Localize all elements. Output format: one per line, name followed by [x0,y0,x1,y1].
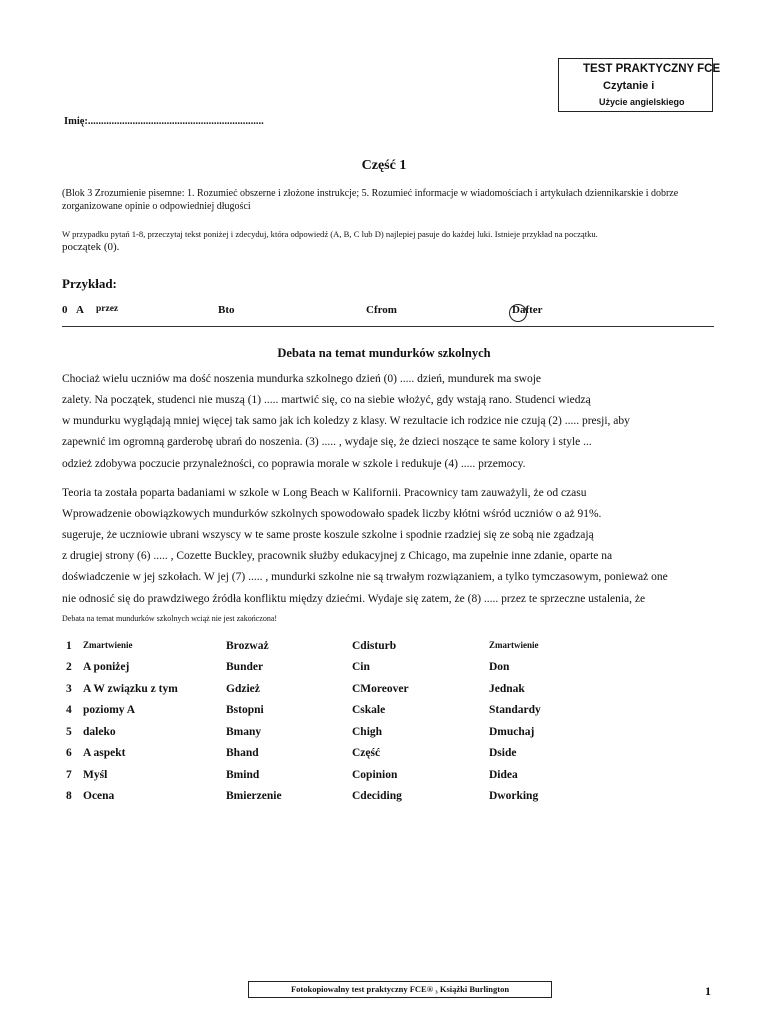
option-a: A poniżej [83,661,130,673]
option-b: Bstopni [226,704,264,716]
option-d: Standardy [489,704,541,716]
option-a: daleko [83,726,116,738]
option-d: Dmuchaj [489,726,535,738]
option-a: Ocena [83,790,115,802]
option-d: Dside [489,747,517,759]
paragraph-line: Wprowadzenie obowiązkowych mundurków szkolnych spowodowało spadek liczby kłótni wśród uczniów o aż 91%. [62,508,602,520]
option-a: A aspekt [83,747,126,759]
question-number: 3 [66,683,72,695]
article-title: Debata na temat mundurków szkolnych [277,346,491,360]
paragraph-line: zapewnić im ogromną garderobę ubrań do noszenia. (3) ..... , wydaje się, że dzieci noszące te same kolory i style ... [62,436,592,448]
footer-copyright: Fotokopiowalny test praktyczny FCE® ₃ Książki Burlington [248,981,552,998]
option-a: Myśl [83,769,108,781]
instructions-continuation: początek (0). [62,241,120,253]
option-b: Bmierzenie [226,790,282,802]
question-number: 7 [66,769,72,781]
option-b: Bunder [226,661,264,673]
question-number: 8 [66,790,72,802]
example-number: 0 [62,304,68,316]
option-c: Cskale [352,704,386,716]
option-c: Chigh [352,726,383,738]
option-d: Don [489,661,510,673]
test-subtitle-line2: Użycie angielskiego [599,97,685,107]
instructions-text: W przypadku pytań 1-8, przeczytaj tekst poniżej i zdecyduj, która odpowiedź (A, B, C lub D) najlepiej pasuje do każdej luki. Istnieje przykład na początku. [62,229,598,239]
closing-note: Debata na temat mundurków szkolnych wciąż nie jest zakończona! [62,614,278,623]
question-number: 5 [66,726,72,738]
option-a: A W związku z tym [83,683,178,695]
intro-text: (Blok 3 Zrozumienie pisemne: 1. Rozumieć obszerne i złożone instrukcje; 5. Rozumieć informacje w wiadomościach i artykułach dziennikarskie i dobrze zorganizowane opinie o odpowiedniej długości [62,188,679,212]
name-field-label: Imię:................................................................... [64,116,264,127]
divider-line [62,326,714,327]
part-title: Część 1 [361,158,407,173]
option-d: Zmartwienie [489,640,539,650]
option-b: Gdzież [226,683,260,695]
paragraph-line: z drugiej strony (6) ..... , Cozette Buckley, pracownik służby edukacyjnej z Chicago, ma zupełnie inne zdanie, oparte na [62,550,613,562]
question-number: 4 [66,704,72,716]
test-header-box [558,58,721,112]
paragraph-line: nie odnosić się do prawdziwego źródła konfliktu między dziećmi. Wydaje się zatem, że (8) ..... przez te sprzeczne ustalenia, że [62,593,646,605]
paragraph-line: w mundurku wyglądają mniej więcej tak samo jak ich koledzy z klasy. W rezultacie ich rodzice nie czują (2) ..... presji, aby [62,415,630,427]
option-b: Bmind [226,769,260,781]
option-d: Jednak [489,683,525,695]
page-number: 1 [705,984,711,998]
option-a: poziomy A [83,704,136,716]
option-c: Cdeciding [352,790,402,802]
paragraph-line: sugeruje, że uczniowie ubrani wszyscy w te same proste koszule szkolne i spodnie rzadziej się ze sobą nie zgadzają [62,529,594,541]
example-option-b: Bto [218,304,235,316]
option-c: Copinion [352,769,398,781]
paragraph-line: Chociaż wielu uczniów ma dość noszenia mundurka szkolnego dzień (0) ..... dzień, mundurek ma swoje [62,373,542,385]
option-c: Cin [352,661,370,673]
question-number: 6 [66,747,72,759]
option-b: Brozważ [226,640,269,652]
paragraph-line: doświadczenie w jej szkołach. W jej (7) ..... , mundurki szkolne nie są trwałym rozwiązaniem, a tylko tymczasowym, ponieważ one [62,571,668,583]
option-d: Didea [489,769,518,781]
example-row [62,304,712,322]
question-number: 1 [66,640,72,652]
example-label: Przykład: [62,276,117,291]
paragraph-line: zalety. Na początek, studenci nie muszą (1) ..... martwić się, co na siebie włożyć, gdy wstają rano. Studenci wiedzą [62,394,591,406]
test-title: TEST PRAKTYCZNY FCE [583,63,721,75]
option-c: Cdisturb [352,640,397,652]
example-option-d: Dafter [512,304,543,316]
option-c: Część [352,747,381,759]
example-option-c: Cfrom [366,304,397,316]
example-option-a: przez [96,304,119,314]
paragraph-line: odzież zdobywa poczucie przynależności, co poprawia morale w szkole i redukuje (4) ..... przemocy. [62,458,526,470]
paragraph-line: Teoria ta została poparta badaniami w szkole w Long Beach w Kalifornii. Pracownicy tam zauważyli, że od czasu [62,487,587,499]
option-b: Bhand [226,747,259,759]
option-a: Zmartwienie [83,640,133,650]
question-number: 2 [66,661,72,673]
test-subtitle-line1: Czytanie i [603,80,655,92]
example-option-a-letter: A [76,304,84,316]
option-d: Dworking [489,790,539,802]
option-c: CMoreover [352,683,409,695]
option-b: Bmany [226,726,262,738]
